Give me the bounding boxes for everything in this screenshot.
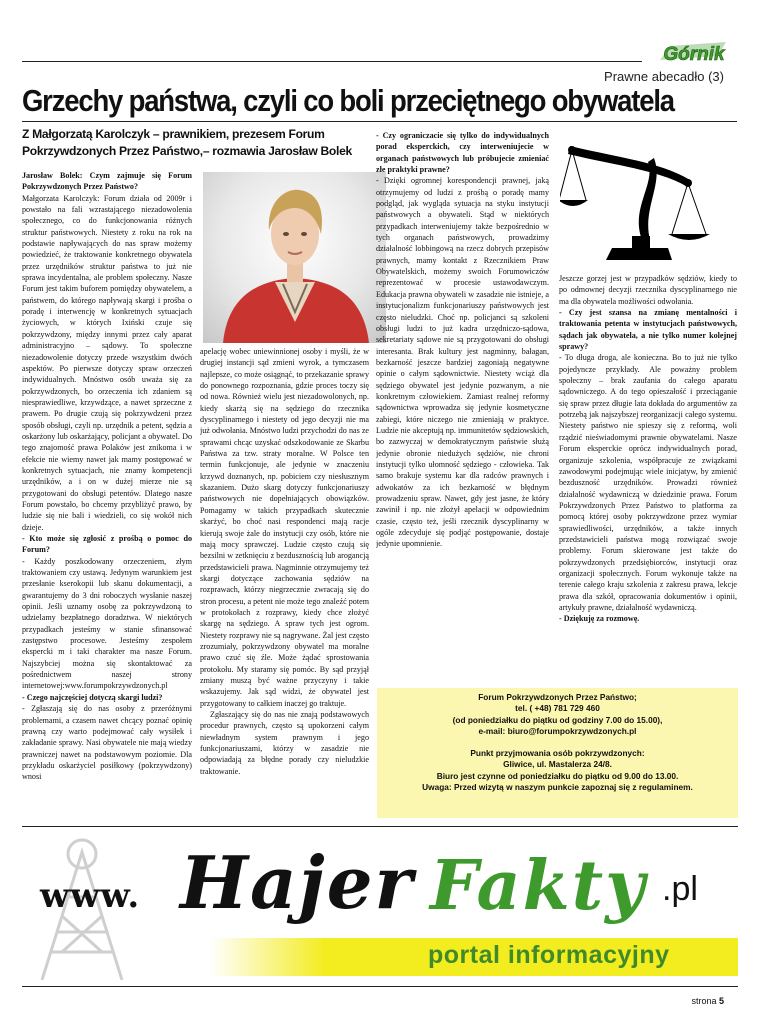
answer: apelację wobec uniewinnionej osoby i myśli, że w drugiej instancji sąd zmieni wyrok, a tymczasem najlepsze, co może osiągnąć, to przekazanie sprawy do ponownego rozpoznania, gdzie proces toczy się od nowa. Również wielu jest niezadowolonych, np. kiedy skarżą się na sędziego do rzecznika dyscyplinarnego i niestety od jego decyzji nie ma już odwołania. Mnóstwo ludzi przychodzi do nas ze sprawami chcąc uzyskać odszkodowanie ze Skarbu Państwa za tzw. straty moralne. W Polsce ten termin funkcjonuje, ale jedynie w znaczeniu krzywd doznanych, np. pobiciem czy niesłusznym skazaniem. Dużo skarg dotyczy funkcjonariuszy państwowych nie dopełniających obowiązków. Pomagamy w takich przypadkach skutecznie skarżyć, bo choć nasi respondenci mają racje kierują swoje żale do instytucji czy osób, które nie mają mocy sprawczej. Ludzie często czują się bezsilni w zetknięciu z bezdusznością lub arogancją przedstawicieli prawa. Nagminnie otrzymujemy też skargi dotyczące zachowania sędziów na rozprawach, którzy niegrzecznie zwracają się do stron procesu, a petent nie może tego znaleźć potem w protokołach z rozprawy, kiedy chce złożyć skargę na sędziego. A spraw tych jest ogrom. Niestety rozprawy nie są nagrywane. Żal jest często zrozumiały, pokrzywdzony obywatel ma moralne prawo czuć się źle. Może żądać sprostowania protokołu. My staramy się pomóc. By sąd przyjął zmiany muszą być ważne przyczyny i takie wskazujemy. Jak sąd widzi, że obywatel jest przygotowany to całkiem inaczej go traktuje. [200, 347, 369, 708]
top-rule [22, 61, 642, 62]
answer: - Dzięki ogromnej korespondencji prawnej, jaką otrzymujemy od ludzi z prośbą o poradę mamy podgląd, jak wygląda sytuacja na styku instytucji państwowych a obywateli. Stąd w niektórych przypadkach interweniujemy także bezpośrednio w tych organach państwowych, prowadzimy działalność lobbingową na rzecz dobrych przepisów prawnych, mamy kontakt z Rzecznikiem Praw Obywatelskich, możemy swoich Forumowiczów reprezentować w procesie ustawodawczym. Edukacja prawna obywateli w zasadzie nie istnieje, a instytucjonalizm funkcjonariuszy państwowych jest często nieludzki. Choć np. policjanci są szkoleni obsługi ludzi to już kadra urzędniczo-sądowa, sekretariaty sądowe nie są przygotowani do obsługi interesanta. Brak kultury jest nagminny, bałagan, bezkarność jeszcze bardziej zagoniają negatywne opinie o całym sądownictwie. Niestety wciąż dla sędziego obywatel jest jedynie pozwanym, a nie konkretnym człowiekiem. Zamiast realnej reformy sądownictwa wprowadza się jedynie kosmetyczne zabiegi, które niczego nie zmieniają w praktyce. Ludzie nie akceptują np. immunitetów sędziowskich, bo zazwyczaj w demokratycznym państwie służą jedynie obronie niedużych sędziów, nie chroni instytucji tylko ułomność sędziego - człowieka. Tak samo brakuje systemu kar dla radców prawnych i adwokatów za ich bezkarność w błędnym prowadzeniu spraw. Nawet, gdy jest jasne, że który zawinił i np. nie złożył apelacji w odpowiednim czasie, często też, jeśli rzecznik dyscyplinarny w ogóle zdecyduje się podjąć postępowanie, dostaje jedynie upomnienie. [376, 176, 549, 549]
infobox-line: Forum Pokrzywdzonych Przez Państwo; [478, 692, 637, 702]
ad-pl: .pl [662, 870, 698, 908]
question: - Czy ograniczacie się tylko do indywidualnych porad eksperckich, czy interweniujecie w organach państwowych lub próbujecie zmieniać złe praktyki prawne? [376, 131, 549, 175]
page-number [691, 996, 724, 1006]
gornik-logo [656, 38, 732, 70]
infobox-line: Uwaga: Przed wizytą w naszym punkcie zapoznaj się z regulaminem. [422, 782, 693, 793]
column-4 [559, 273, 737, 683]
gornik-logo-icon [656, 38, 732, 70]
infobox-line: Biuro jest czynne od poniedziałku do piątku od 9.00 do 13.00. [436, 770, 679, 781]
infobox-spacer [377, 737, 738, 748]
question: Jarosław Bolek: Czym zajmuje się Forum Pokrzywdzonych Przez Państwo? [22, 171, 192, 192]
svg-text:Górnik: Górnik [663, 44, 725, 65]
column-1 [22, 170, 192, 825]
interviewee-photo [203, 172, 386, 343]
answer: Małgorzata Karolczyk: Forum działa od 2009r i powstało na fali wzrastającego niezadowolenia społecznego, co do funkcjonowania różnych struktur państwowych. Niestety z roku na rok na podstawie napływających do nas spraw możemy powiedzieć, że traktowanie konkretnego obywatela przez urzędników struktur państwa to już nie sprawa incydentalna, ale problem społeczny. Nasze Forum jest takim buforem pomiędzy obywatelem, a państwem, do którego napływają skargi i prośba o poradę i interwencję w konkretnych sytuacjach życiowych, w których Ixiński czuje się pokrzywdzony, między innymi przez cały aparat administracyjno – sądowy. To społeczne niezadowolenie dotyczy przede wszystkim dwóch aspektów. Po pierwsze dotyczy spraw orzeczeń indywidualnych. Mnóstwo osób uważa się za pokrzywdzonych, bo orzeczenia ich zdaniem są niesprawiedliwe, krzywdzące, a nawet sprzeczne z prawem. Po drugie czują się pokrzywdzeni przez sposób obsługi, czyli np. urzędnik a petent, sędzia a oskarżony lub oskarżający, policjant a obywatel. Do tego znajomość prawa Polaków jest znikoma i w efekcie nie wiemy nawet jak mamy postępować w konkretnych sytuacjach, nie znamy kompetencji urzędników, a i on w dużej mierze nie są przygotowani do obsługi petentów. Dlatego nasze Forum powstało, bo chcemy przybliżyć prawo, by ludzie się nie bali i wiedzieli, co się wokół nich dzieje. [22, 193, 192, 532]
infobox-phone: tel. ( +48) 781 729 460 [515, 703, 600, 714]
ad-fakty: Fakty [430, 846, 647, 926]
infobox-line: Gliwice, ul. Mastalerza 24/8. [503, 759, 612, 770]
series-title: Prawne abecadło (3) [604, 69, 724, 84]
page-number-value: 5 [718, 996, 724, 1006]
subheadline: Z Małgorzatą Karolczyk – prawnikiem, prezesem Forum Pokrzywdzonych Przez Państwo,– rozmawia Jarosław Bolek [22, 127, 352, 158]
answer: Jeszcze gorzej jest w przypadków sędziów, kiedy to po odmownej decyzji rzecznika dyscyplinarnego nie ma dla obywatela możliwości odwołania. [559, 274, 737, 306]
headline-rule [22, 121, 737, 122]
ad-tagline: portal informacyjny [428, 941, 670, 969]
answer: - To długa droga, ale konieczna. Bo to już nie tylko pojedyncze przykłady. Ale poważny problem społeczny – brak zaufania do całego aparatu sądowniczego. A do tego opieszałość i przeciąganie się spraw przez długie lata dokłada do argumentów za potrzebą jak najszybszej reorganizacji całego systemu. Niestety państwo nie spieszy się z reformą, woli rządzić nieświadomymi prawnie obywatelami. Nasze Forum eksperckie oprócz indywidualnych porad, organizuje szkolenia, współpracuje ze związkami zawodowymi podejmując wiele inicjatyw, by zmienić bezduszność urzędników. Prowadzi również działalność wydawniczą w dziedzinie prawa. Forum Pokrzywdzonych Przez Państwo to platforma za pomocą której osoby pokrzywdzone przez wymiar sprawiedliwości, urzędników, a także innych przedstawicieli państwa mogą rozwiązać swoje problemy. Forum skierowane jest także do pokrzywdzonych przedsiębiorców, instytucji oraz organizacji społecznych. Forum wykonuje także na terenie całego kraju szkolenia z zakresu prawa, lekcje prawa dla szkół, opracowania dokumentów i opinii, artykuły prawne, działalność wydawniczą. [559, 353, 737, 612]
closing-line: - Dziękuję za rozmowę. [559, 614, 640, 624]
infobox-line: Punkt przyjmowania osób pokrzywdzonych: [470, 748, 645, 759]
woman-portrait-icon [203, 172, 386, 343]
infobox-email[interactable]: e-mail: biuro@forumpokrzywdzonych.pl [478, 725, 637, 736]
headline: Grzechy państwa, czyli co boli przeciętnego obywatela [22, 84, 674, 118]
question: - Czy jest szansa na zmianę mentalności i traktowania petenta w instytucjach państwowych, sądach jak obywatela, a nie tylko numer kolejnej sprawy? [559, 308, 737, 352]
footer-rule [22, 986, 738, 987]
column-3 [376, 130, 549, 680]
contact-infobox [377, 688, 738, 818]
ad-top-rule [22, 826, 738, 827]
ad-www: www. [40, 876, 141, 916]
scales-of-justice-icon [560, 128, 738, 278]
ad-hajer: Hajer [180, 840, 415, 925]
answer: - Zgłaszają się do nas osoby z przeróżnymi problemami, a czasem nawet chcący poznać opinię prawną czy warto podejmować cały wysiłek i zakładanie sprawy. Nasi obywatele nie mają wiedzy prawniczej nawet na podstawowym poziomie. Dla przykładu oskarżyciel posiłkowy (pokrzywdzony) wnosi [22, 704, 192, 782]
infobox-hours: (od poniedziałku do piątku od godziny 7.00 do 15.00), [452, 714, 663, 725]
page-label: strona [691, 996, 717, 1006]
column-2 [200, 346, 369, 826]
question: - Kto może się zgłosić z prośbą o pomoc do Forum? [22, 534, 192, 555]
hajer-fakty-advert[interactable] [22, 832, 738, 980]
answer: - Każdy poszkodowany orzeczeniem, złym traktowaniem czy ustawą. Jedynym warunkiem jest przesłanie kserokopii lub skanu dokumentacji, a gwarantujemy do 3 dni roboczych wysłanie naszej opinii. Jeśli uznamy osobę za pokrzywdzoną to udzielamy bezpłatnego doradztwa. W niektórych przypadkach jesteśmy w stanie sfinansować zastępstwo procesowe. Jesteśmy zespołem ekspercki m i taki charakter ma nasze Forum. Najszybciej można się skontaktować za pośrednictwem naszej strony internetowej:www.forumpokrzywdzonych.pl [22, 556, 192, 691]
answer: Zgłaszający się do nas nie znają podstawowych procedur prawnych, często są upokorzeni całym niewładnym system prawnym i jego funkcjonariuszami, którzy w zasadzie nie odpowiadają za błędne porady czy nieludzkie traktowanie. [200, 710, 369, 776]
question: - Czego najczęściej dotyczą skargi ludzi? [22, 692, 163, 702]
